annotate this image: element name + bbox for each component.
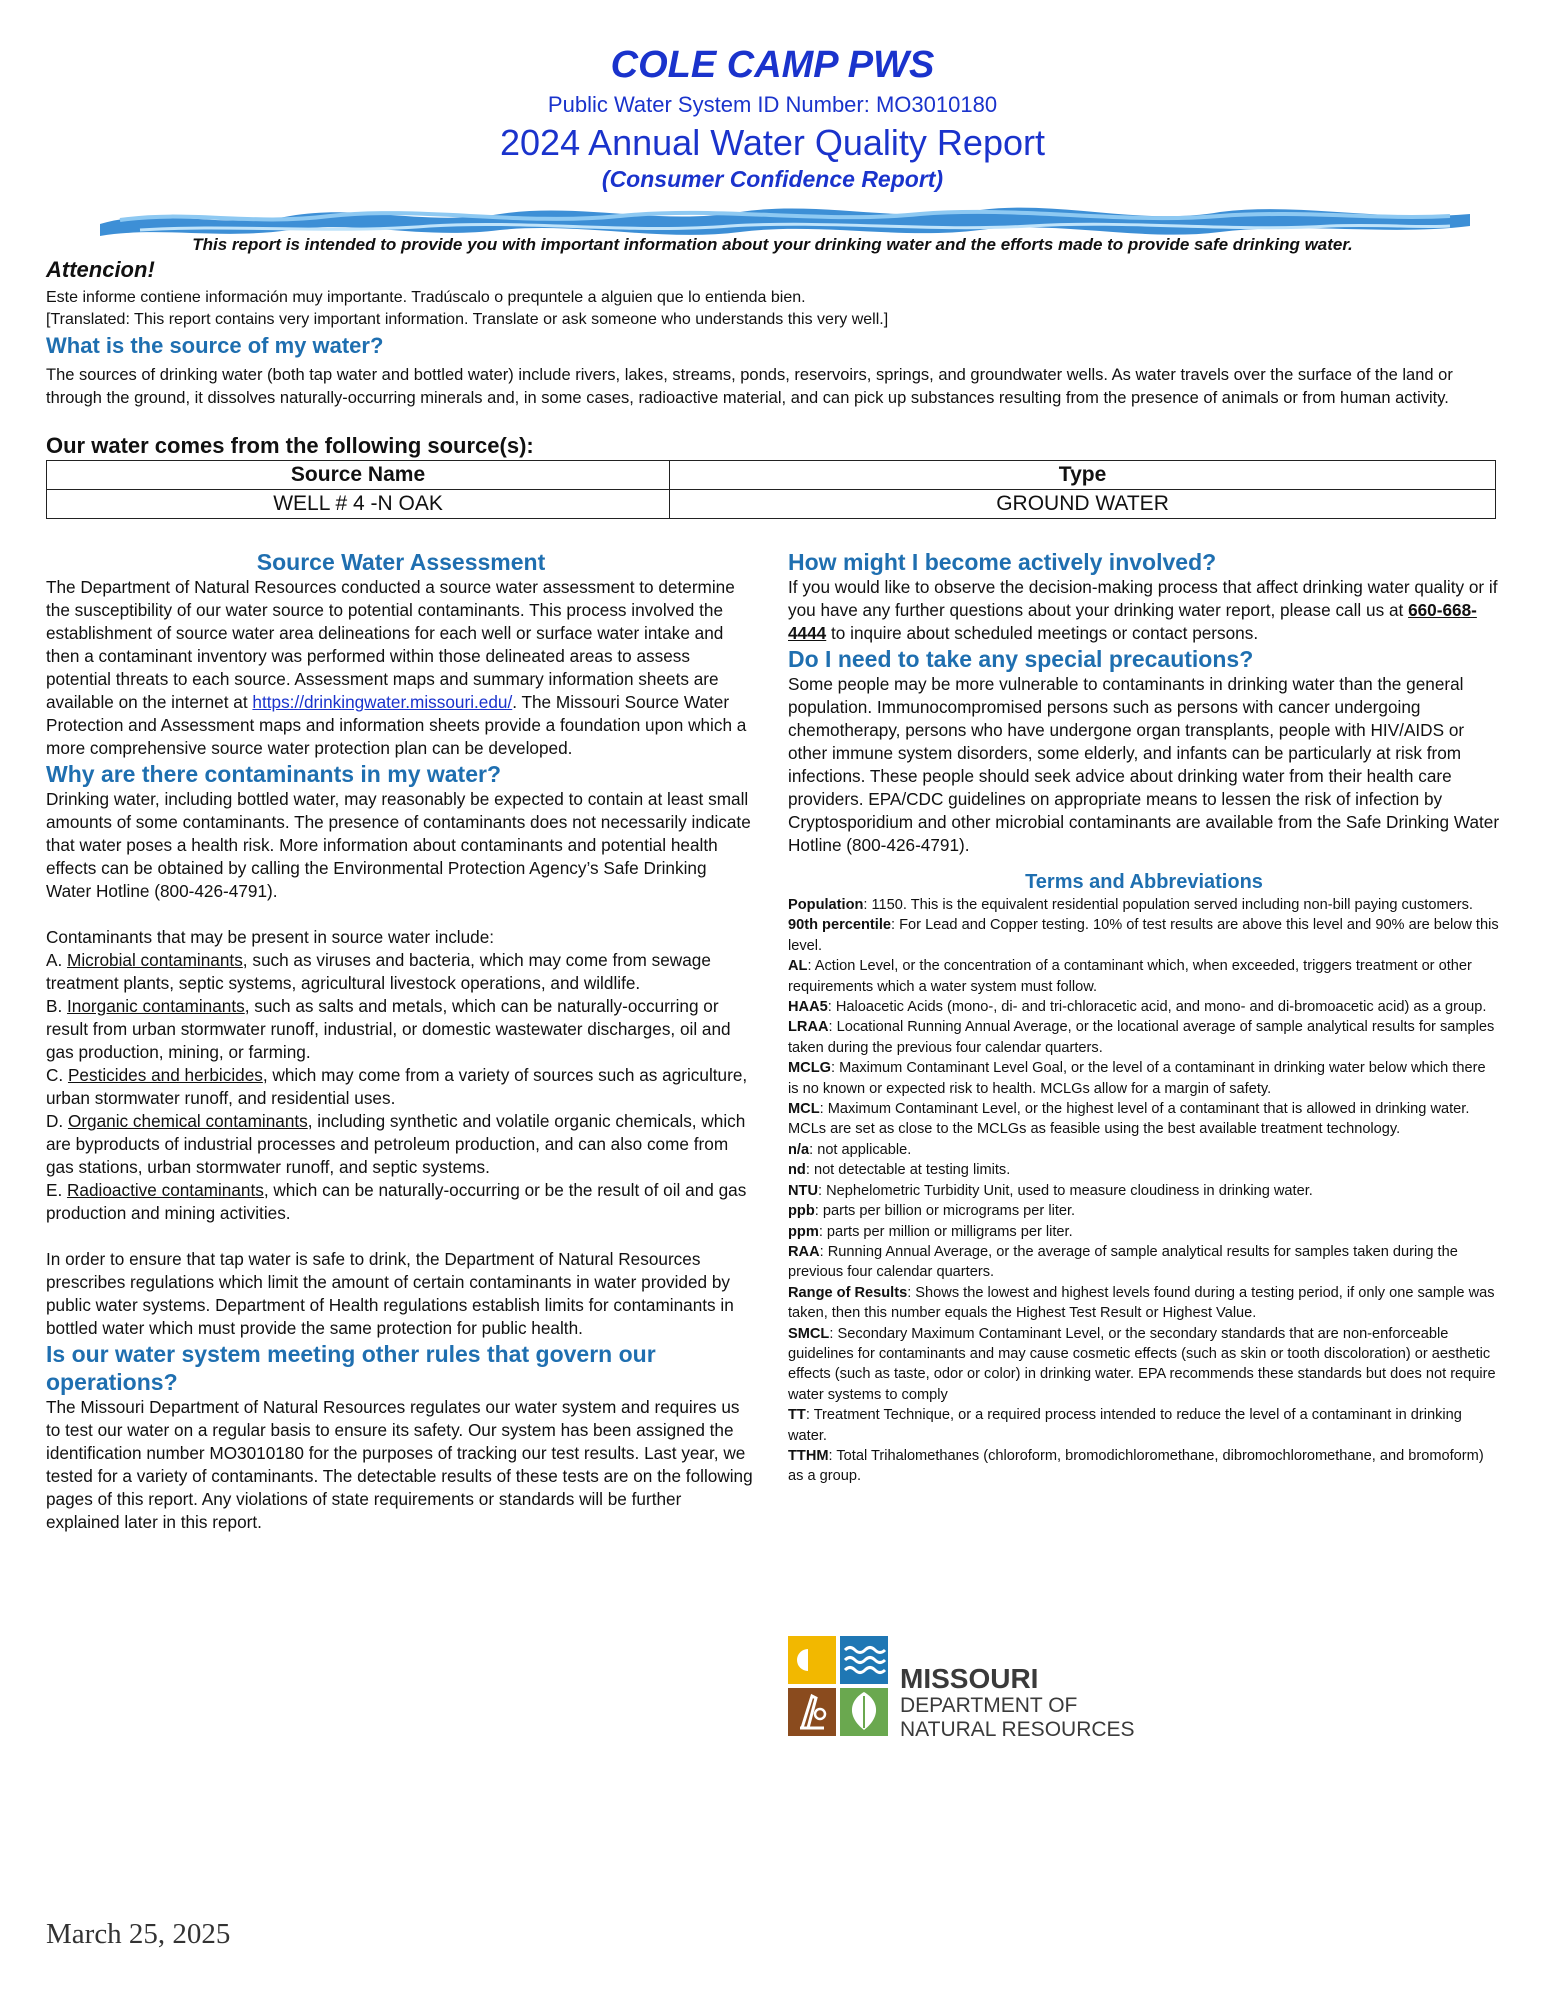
term-definition: : Running Annual Average, or the average of sample analytical results for samples taken during the previous four calendar quarters. <box>788 1243 1458 1281</box>
list-item <box>46 995 756 1064</box>
report-subtitle: (Consumer Confidence Report) <box>601 166 944 192</box>
term-item <box>788 1405 1500 1446</box>
term-name: SMCL <box>788 1325 830 1342</box>
term-definition: : not applicable. <box>809 1141 912 1158</box>
list-item <box>46 1110 756 1179</box>
term-item <box>788 1222 1500 1242</box>
item-prefix: A. <box>46 950 68 970</box>
term-item <box>788 1140 1500 1160</box>
term-definition: : Maximum Contaminant Level, or the highest level of a contaminant that is allowed in drinking water. MCLs are set as close to the MCLGs as feasible using the best available treatment technology. <box>788 1101 1470 1138</box>
involved-text-1: If you would like to observe the decision-making process that affect drinking water quality or if you have any further questions about your drinking water report, please call us at <box>788 577 1498 620</box>
term-name: NTU <box>788 1182 818 1199</box>
term-item <box>788 1283 1500 1324</box>
term-definition: : For Lead and Copper testing. 10% of test results are above this level and 90% are below this level. <box>788 917 1499 954</box>
term-name: nd <box>788 1162 806 1179</box>
item-prefix: B. <box>46 996 68 1016</box>
term-item <box>788 1324 1500 1406</box>
involved-text-2: to inquire about scheduled meetings or contact persons. <box>826 623 1259 643</box>
term-name: Population <box>788 897 864 913</box>
logo-line-2: DEPARTMENT OF <box>900 1694 1078 1717</box>
attencion-translated: [Translated: This report contains very important information. Translate or ask someone who understands this very well.] <box>46 311 889 328</box>
item-prefix: E. <box>46 1180 68 1200</box>
term-definition: : Total Trihalomethanes (chloroform, bromodichloromethane, dibromochloromethane, and bromoform) as a group. <box>788 1447 1484 1485</box>
term-name: n/a <box>788 1141 810 1158</box>
item-text: , which may come from a variety of sources such as agriculture, urban stormwater runoff, and residential uses. <box>46 1065 748 1108</box>
term-item <box>788 1201 1500 1221</box>
source-type-cell: GROUND WATER <box>670 490 1496 519</box>
involved-paragraph <box>788 576 1500 645</box>
list-item <box>46 949 756 995</box>
sources-heading: Our water comes from the following source(s): <box>46 433 534 458</box>
item-text: , such as salts and metals, which can be naturally-occurring or result from urban stormwater runoff, industrial, or domestic wastewater discharges, oil and gas production, mining, or farming. <box>46 996 731 1062</box>
item-term: Radioactive contaminants <box>67 1180 264 1200</box>
item-prefix: C. <box>46 1065 68 1085</box>
term-definition: : Action Level, or the concentration of a contaminant which, when exceeded, triggers treatment or other requirements which a water system must follow. <box>788 958 1472 995</box>
assessment-text-2: . The Missouri Source Water Protection and Assessment maps and information sheets provide a foundation upon which a more comprehensive source water protection plan can be developed. <box>46 692 747 758</box>
dnr-website-link[interactable]: https://drinkingwater.missouri.edu/ <box>252 692 513 712</box>
term-name: MCLG <box>788 1060 831 1077</box>
term-name: 90th percentile <box>788 917 892 934</box>
term-name: AL <box>788 958 808 975</box>
column-header-source-name: Source Name <box>47 461 670 490</box>
term-item <box>788 1160 1500 1180</box>
item-prefix: D. <box>46 1111 68 1131</box>
source-name-cell: WELL # 4 -N OAK <box>47 490 670 519</box>
term-definition: : Haloacetic Acids (mono-, di- and tri-chloracetic acid, and mono- and di-bromoacetic acid) as a group. <box>827 999 1487 1016</box>
left-column <box>46 548 756 1534</box>
spacer <box>46 903 756 926</box>
attencion-spanish: Este informe contiene información muy importante. Tradúscalo o prequntele a alguien que lo entienda bien. <box>46 289 806 306</box>
terms-list <box>788 895 1500 1487</box>
contaminants-heading: Why are there contaminants in my water? <box>46 761 502 787</box>
terms-heading: Terms and Abbreviations <box>1025 871 1263 893</box>
term-name: ppb <box>788 1203 815 1220</box>
involved-heading: How might I become actively involved? <box>788 549 1217 575</box>
source-table <box>46 460 1496 519</box>
system-name: COLE CAMP PWS <box>610 44 935 86</box>
list-item <box>46 1179 756 1225</box>
term-definition: : Shows the lowest and highest levels found during a testing period, if only one sample was taken, then this number equals the Highest Test Result or Highest Value. <box>788 1284 1495 1322</box>
term-item <box>788 956 1500 997</box>
term-item <box>788 1099 1500 1140</box>
item-text: , which can be naturally-occurring or be the result of oil and gas production and mining activities. <box>46 1180 747 1223</box>
pws-id: Public Water System ID Number: MO3010180 <box>547 92 998 117</box>
term-definition: : Locational Running Annual Average, or the locational average of sample analytical results for samples taken during the previous four calendar quarters. <box>788 1019 1495 1056</box>
report-title: 2024 Annual Water Quality Report <box>500 122 1045 163</box>
rules-paragraph: The Missouri Department of Natural Resources regulates our water system and requires us to test our water on a regular basis to ensure its safety. Our system has been assigned the identification number MO3010180 for the purposes of tracking our test results. Last year, we tested for a variety of contaminants. The detectable results of these tests are on the following pages of this report. Any violations of state requirements or standards will be further explained later in this report. <box>46 1397 753 1532</box>
spacer <box>46 1225 756 1248</box>
logo-line-3: NATURAL RESOURCES <box>900 1718 1135 1741</box>
intro-statement: This report is intended to provide you with important information about your drinking water and the efforts made to provide safe drinking water. <box>192 235 1353 254</box>
attencion-text <box>46 287 1496 331</box>
table-header-row <box>47 461 1496 490</box>
term-name: LRAA <box>788 1019 829 1036</box>
item-term: Microbial contaminants <box>67 950 243 970</box>
term-definition: : not detectable at testing limits. <box>805 1162 1011 1179</box>
term-item <box>788 915 1500 956</box>
precautions-heading: Do I need to take any special precautions? <box>788 646 1254 672</box>
term-name: HAA5 <box>788 999 828 1016</box>
item-term: Inorganic contaminants <box>67 996 245 1016</box>
contaminants-list-intro: Contaminants that may be present in source water include: <box>46 927 495 947</box>
term-definition: : 1150. This is the equivalent residential population served including non-bill paying customers. <box>863 897 1473 913</box>
term-name: ppm <box>788 1223 819 1240</box>
contaminant-list <box>46 949 756 1225</box>
term-definition: : Nephelometric Turbidity Unit, used to measure cloudiness in drinking water. <box>818 1182 1313 1199</box>
assessment-paragraph <box>46 576 756 760</box>
term-item <box>788 1058 1500 1099</box>
logo-line-1: MISSOURI <box>900 1663 1039 1694</box>
report-date: March 25, 2025 <box>46 1918 231 1950</box>
rules-heading: Is our water system meeting other rules that govern our operations? <box>46 1341 656 1395</box>
right-column <box>788 548 1500 1487</box>
term-item <box>788 1181 1500 1201</box>
item-term: Pesticides and herbicides <box>67 1065 263 1085</box>
missouri-dnr-logo <box>788 1636 1168 1748</box>
term-name: TTHM <box>788 1447 829 1464</box>
attencion-heading: Attencion! <box>46 257 155 282</box>
source-paragraph: The sources of drinking water (both tap water and bottled water) include rivers, lakes, streams, ponds, reservoirs, springs, and groundwater wells. As water travels over the surface of the land or through the ground, it dissolves naturally-occurring minerals and, in some cases, radioactive material, and can pick up substances resulting from the presence of animals or from human activity. <box>46 366 1453 407</box>
contact-phone-link[interactable]: 660-668-4444 <box>788 600 1477 643</box>
term-definition: : parts per million or milligrams per liter. <box>818 1223 1073 1240</box>
assessment-text-1: The Department of Natural Resources conducted a source water assessment to determine the susceptibility of our water source to potential contaminants. This process involved the establishment of source water area delineations for each well or surface water intake and then a contaminant inventory was performed within those delineated areas to assess potential threats to each source. Assessment maps and summary information sheets are available on the internet at <box>46 577 735 712</box>
term-definition: : Maximum Contaminant Level Goal, or the level of a contaminant in drinking water below which there is no known or expected risk to health. MCLGs allow for a margin of safety. <box>788 1060 1486 1097</box>
source-heading: What is the source of my water? <box>46 333 384 358</box>
term-item <box>788 1242 1500 1283</box>
list-item <box>46 1064 756 1110</box>
term-item <box>788 1017 1500 1058</box>
precautions-paragraph: Some people may be more vulnerable to contaminants in drinking water than the general population. Immunocompromised persons such as persons with cancer undergoing chemotherapy, persons who have undergone organ transplants, people with HIV/AIDS or other immune system disorders, some elderly, and infants can be particularly at risk from infections. These people should seek advice about drinking water from their health care providers. EPA/CDC guidelines on appropriate means to lessen the risk of infection by Cryptosporidium and other microbial contaminants are available from the Safe Drinking Water Hotline (800-426-4791). <box>788 674 1500 855</box>
term-name: Range of Results <box>788 1284 908 1301</box>
term-definition: : Treatment Technique, or a required process intended to reduce the level of a contaminant in drinking water. <box>788 1407 1462 1444</box>
column-header-type: Type <box>670 461 1496 490</box>
term-definition: : Secondary Maximum Contaminant Level, or the secondary standards that are non-enforceable guidelines for contaminants and may cause cosmetic effects (such as skin or tooth discoloration) or aesthetic effects (such as taste, odor or color) in drinking water. EPA recommends these standards but does not require water systems to comply <box>788 1325 1496 1403</box>
term-name: MCL <box>788 1101 820 1118</box>
term-item <box>788 1446 1500 1487</box>
assessment-heading: Source Water Assessment <box>256 549 546 575</box>
regulations-paragraph: In order to ensure that tap water is safe to drink, the Department of Natural Resources prescribes regulations which limit the amount of certain contaminants in water provided by public water systems. Department of Health regulations establish limits for contaminants in bottled water which must provide the same protection for public health. <box>46 1249 734 1338</box>
term-definition: : parts per billion or micrograms per liter. <box>814 1203 1076 1220</box>
term-item <box>788 895 1500 915</box>
item-text: , including synthetic and volatile organic chemicals, which are byproducts of industrial processes and petroleum production, and can also come from gas stations, urban stormwater runoff, and septic systems. <box>46 1111 746 1177</box>
item-text: , such as viruses and bacteria, which may come from sewage treatment plants, septic systems, agricultural livestock operations, and wildlife. <box>46 950 711 993</box>
contaminants-paragraph: Drinking water, including bottled water, may reasonably be expected to contain at least small amounts of some contaminants. The presence of contaminants does not necessarily indicate that water poses a health risk. More information about contaminants and potential health effects can be obtained by calling the Environmental Protection Agency’s Safe Drinking Water Hotline (800-426-4791). <box>46 789 751 901</box>
table-row <box>47 490 1496 519</box>
term-name: RAA <box>788 1243 820 1260</box>
term-item <box>788 997 1500 1017</box>
item-term: Organic chemical contaminants <box>67 1111 308 1131</box>
term-name: TT <box>788 1407 806 1424</box>
